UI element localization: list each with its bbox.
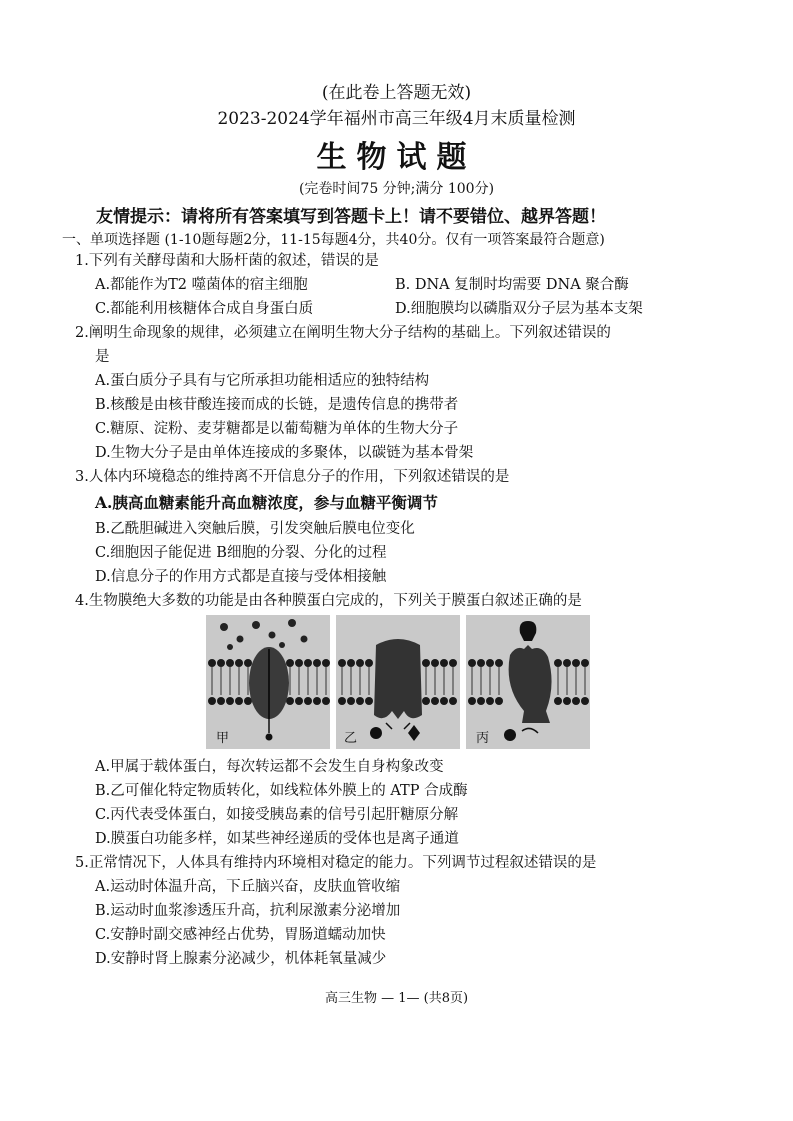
question-4-stem: 4.生物膜绝大多数的功能是由各种膜蛋白完成的，下列关于膜蛋白叙述正确的是 (75, 593, 582, 609)
question-1-option-c: C.都能利用核糖体合成自身蛋白质 (95, 301, 314, 317)
friendly-tip: 友情提示：请将所有答案填写到答题卡上！请不要错位、越界答题！ (96, 207, 606, 227)
question-3-option-a: A.胰高血糖素能升高血糖浓度，参与血糖平衡调节 (95, 493, 438, 512)
question-3-option-b: B.乙酰胆碱进入突触后膜，引发突触后膜电位变化 (95, 521, 415, 537)
time-info: (完卷时间75 分钟;满分 100分) (298, 181, 495, 197)
question-5-option-c: C.安静时副交感神经占优势，胃肠道蠕动加快 (95, 927, 386, 943)
question-5-option-a: A.运动时体温升高，下丘脑兴奋，皮肤血管收缩 (95, 879, 401, 895)
question-4-option-b: B.乙可催化特定物质转化，如线粒体外膜上的 ATP 合成酶 (95, 783, 468, 799)
question-1-option-b: B. DNA 复制时均需要 DNA 聚合酶 (395, 277, 629, 293)
question-2-option-b: B.核酸是由核苷酸连接而成的长链，是遗传信息的携带者 (95, 397, 459, 413)
question-3-stem: 3.人体内环境稳态的维持离不开信息分子的作用，下列叙述错误的是 (75, 469, 510, 485)
subject-title: 生物试题 (316, 140, 477, 175)
page-footer: 高三生物 — 1— (共8页) (324, 991, 469, 1006)
question-2-option-c: C.糖原、淀粉、麦芽糖都是以葡萄糖为单体的生物大分子 (95, 421, 459, 437)
question-3-option-c: C.细胞因子能促进 B细胞的分裂、分化的过程 (95, 545, 387, 561)
question-4-option-a: A.甲属于载体蛋白，每次转运都不会发生自身构象改变 (95, 759, 444, 775)
question-5-stem: 5.正常情况下，人体具有维持内环境相对稳定的能力。下列调节过程叙述错误的是 (75, 855, 597, 871)
question-3-option-d: D.信息分子的作用方式都是直接与受体相接触 (95, 569, 387, 585)
membrane-protein-figure (206, 615, 590, 749)
enzyme-protein (374, 639, 422, 719)
question-2-option-a: A.蛋白质分子具有与它所承担功能相适应的独特结构 (95, 373, 430, 389)
figure-panel-bing (466, 615, 590, 749)
figure-label-jia: 甲 (216, 731, 230, 746)
figure-panel-jia (206, 615, 330, 749)
question-5-option-b: B.运动时血浆渗透压升高，抗利尿激素分泌增加 (95, 903, 401, 919)
exam-title: 2023-2024学年福州市高三年级4月末质量检测 (217, 109, 576, 129)
figure-panel-yi (336, 615, 460, 749)
question-1-stem: 1.下列有关酵母菌和大肠杆菌的叙述，错误的是 (75, 253, 379, 269)
receptor-protein (509, 645, 552, 723)
question-4-option-d: D.膜蛋白功能多样，如某些神经递质的受体也是离子通道 (95, 831, 459, 847)
figure-label-bing: 丙 (476, 731, 490, 746)
question-5-option-d: D.安静时肾上腺素分泌减少，机体耗氧量减少 (95, 951, 387, 967)
section-heading: 一、单项选择题 (1-10题每题2分，11-15每题4分，共40分。仅有一项答案最符合题意) (62, 232, 605, 248)
question-2-option-d: D.生物大分子是由单体连接成的多聚体，以碳链为基本骨架 (95, 445, 474, 461)
signal-molecule (520, 621, 537, 641)
question-2-stem: 2.阐明生命现象的规律，必须建立在阐明生物大分子结构的基础上。下列叙述错误的 (75, 325, 611, 341)
solute-particles (220, 619, 308, 650)
question-2-stem-continued: 是 (95, 349, 110, 365)
figure-label-yi: 乙 (344, 731, 358, 746)
question-4-option-c: C.丙代表受体蛋白，如接受胰岛素的信号引起肝糖原分解 (95, 807, 459, 823)
question-1-option-a: A.都能作为T2 噬菌体的宿主细胞 (95, 277, 308, 293)
no-answer-notice: (在此卷上答题无效) (321, 83, 472, 103)
question-1-option-d: D.细胞膜均以磷脂双分子层为基本支架 (395, 301, 643, 317)
